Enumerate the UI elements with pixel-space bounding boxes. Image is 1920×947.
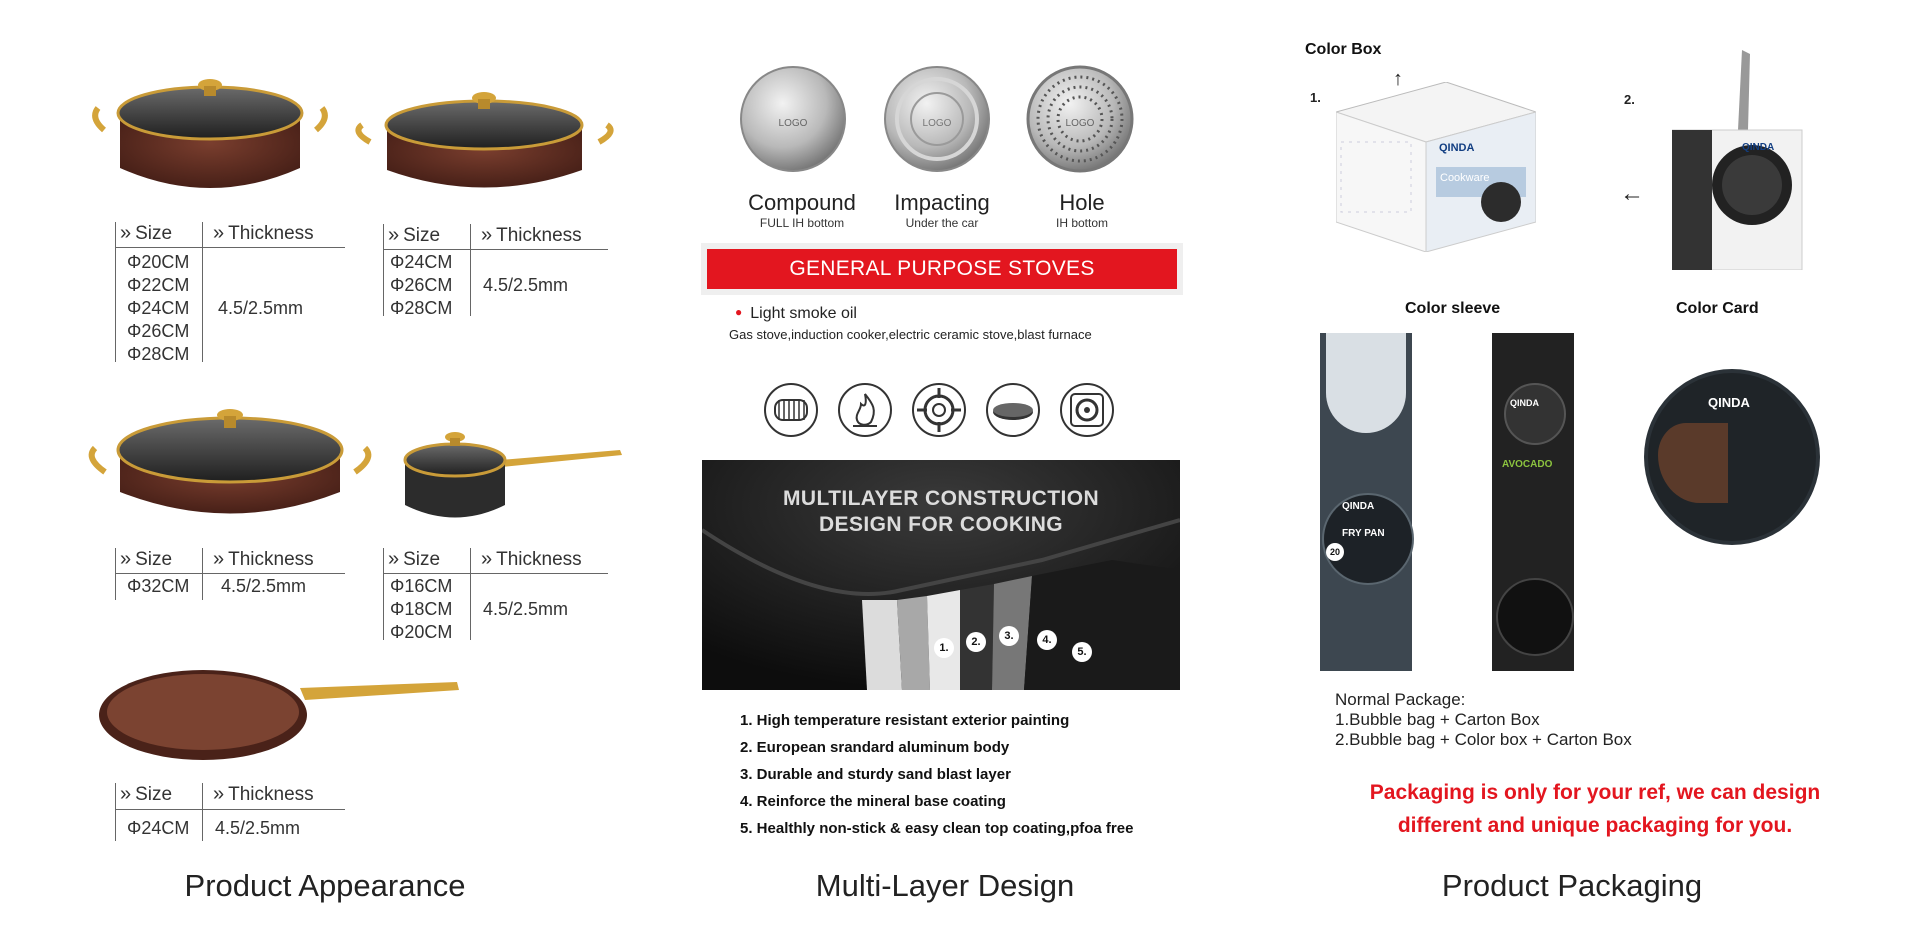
- thickness-value: 4.5/2.5mm: [218, 298, 304, 318]
- casserole-pot-image: [90, 68, 330, 208]
- size-value: Φ20CM: [390, 622, 453, 642]
- color-sleeve-image: [1320, 333, 1412, 671]
- color-card-image: [1648, 373, 1816, 541]
- thickness-header: Thickness: [228, 784, 314, 805]
- flame-icon: [837, 382, 893, 443]
- section-title-multilayer: Multi-Layer Design: [815, 868, 1075, 903]
- avocado-label: AVOCADO: [1502, 459, 1553, 470]
- layer-number: 1.: [934, 638, 954, 658]
- layer-number: 3.: [999, 626, 1019, 646]
- brand-label: QINDA: [1742, 142, 1775, 153]
- size-value: Φ26CM: [127, 321, 190, 341]
- size-value: Φ24CM: [390, 252, 453, 272]
- color-box-image: [1336, 82, 1536, 257]
- ceramic-plate-icon: [985, 382, 1041, 443]
- hob-ring-icon: [1059, 382, 1115, 443]
- size-badge: 20: [1326, 543, 1344, 561]
- bottom-name: Compound: [748, 190, 856, 215]
- multilayer-heading-line1: MULTILAYER CONSTRUCTION: [782, 487, 1100, 510]
- size-value: Φ18CM: [390, 599, 453, 619]
- thickness-header: Thickness: [228, 549, 314, 570]
- crepe-pan-image: [95, 660, 465, 770]
- gas-burner-icon: [911, 382, 967, 443]
- disc-logo: LOGO: [778, 118, 808, 129]
- hole-bottom-disc: [1025, 64, 1135, 179]
- bullet-icon: ●: [735, 305, 743, 319]
- box-sub-label: Cookware: [1440, 172, 1490, 184]
- feature-item: 2. European srandard aluminum body: [740, 739, 1010, 756]
- normal-package-option: 2.Bubble bag + Color box + Carton Box: [1335, 730, 1632, 749]
- size-header: Size: [403, 549, 441, 570]
- disc-logo: LOGO: [922, 118, 952, 129]
- thickness-value: 4.5/2.5mm: [215, 818, 301, 838]
- size-value: Φ32CM: [127, 576, 190, 596]
- light-smoke-text: Light smoke oil: [750, 305, 857, 322]
- size-value: Φ24CM: [127, 298, 190, 318]
- feature-item: 3. Durable and sturdy sand blast layer: [740, 766, 1011, 783]
- light-smoke-note: [735, 305, 857, 323]
- size-header: Size: [135, 784, 173, 805]
- color-card-pack-image: [1672, 50, 1812, 275]
- thickness-value: 4.5/2.5mm: [483, 599, 569, 619]
- arrow-up-icon: ↑: [1393, 68, 1403, 90]
- feature-list: [740, 712, 1133, 847]
- multilayer-heading-line2: DESIGN FOR COOKING: [818, 513, 1064, 536]
- normal-package-option: 1.Bubble bag + Carton Box: [1335, 710, 1540, 729]
- disc-logo: LOGO: [1065, 118, 1095, 129]
- size-header: Size: [135, 223, 173, 244]
- stoves-banner: GENERAL PURPOSE STOVES: [707, 249, 1177, 289]
- step-1-label: 1.: [1310, 90, 1321, 105]
- thickness-value: 4.5/2.5mm: [221, 576, 307, 596]
- feature-item: 1. High temperature resistant exterior painting: [740, 712, 1070, 729]
- bottom-sub: IH bottom: [1055, 216, 1109, 230]
- saucepan-image: [400, 425, 625, 525]
- brand-label: QINDA: [1342, 501, 1375, 512]
- thickness-header: Thickness: [228, 223, 314, 244]
- layer-number: 5.: [1072, 642, 1092, 662]
- size-header: Size: [403, 225, 441, 246]
- feature-item: 5. Healthly non-stick & easy clean top coating,pfoa free: [740, 820, 1134, 837]
- compound-bottom-disc: [738, 64, 848, 179]
- layer-number: 4.: [1037, 630, 1057, 650]
- color-card-title: Color Card: [1676, 300, 1759, 317]
- normal-package-title: Normal Package:: [1335, 690, 1466, 709]
- stove-types: Gas stove,induction cooker,electric ceramic stove,blast furnace: [729, 327, 1092, 342]
- size-header: Size: [135, 549, 173, 570]
- bottom-label-hole: [1007, 190, 1157, 230]
- color-sleeve-title: Color sleeve: [1405, 300, 1501, 317]
- size-value: Φ28CM: [390, 298, 453, 318]
- size-value: Φ20CM: [127, 252, 190, 272]
- thickness-header: Thickness: [496, 549, 582, 570]
- packaging-note-line1: Packaging is only for your ref, we can design: [1369, 781, 1821, 804]
- bottom-sub: FULL IH bottom: [759, 216, 845, 230]
- bottom-label-compound: [727, 190, 877, 230]
- size-value: Φ22CM: [127, 275, 190, 295]
- impacting-bottom-disc: [882, 64, 992, 179]
- casserole-pot-image: [352, 80, 617, 200]
- size-value: Φ24CM: [127, 818, 190, 838]
- brand-label: QINDA: [1708, 395, 1750, 410]
- section-title-packaging: Product Packaging: [1441, 868, 1703, 903]
- size-value: Φ28CM: [127, 344, 190, 364]
- layer-number: 2.: [966, 632, 986, 652]
- bottom-label-impacting: [867, 190, 1017, 230]
- brand-label: QINDA: [1510, 398, 1539, 408]
- thickness-value: 4.5/2.5mm: [483, 275, 569, 295]
- bottom-name: Hole: [1059, 190, 1105, 215]
- bottom-name: Impacting: [894, 190, 990, 215]
- step-2-label: 2.: [1624, 92, 1635, 107]
- brand-label: QINDA: [1439, 142, 1475, 154]
- arrow-left-icon: ←: [1620, 180, 1644, 207]
- wide-casserole-image: [85, 400, 375, 530]
- multilayer-pan-image: [702, 460, 1180, 690]
- section-title-appearance: Product Appearance: [184, 868, 466, 903]
- size-value: Φ26CM: [390, 275, 453, 295]
- color-box-title: Color Box: [1305, 41, 1382, 58]
- packaging-note: [1320, 776, 1870, 842]
- packaging-note-line2: different and unique packaging for you.: [1397, 814, 1793, 837]
- frypan-label: FRY PAN: [1342, 528, 1385, 539]
- thickness-header: Thickness: [496, 225, 582, 246]
- feature-item: 4. Reinforce the mineral base coating: [740, 793, 1006, 810]
- bottom-sub: Under the car: [905, 216, 979, 230]
- induction-coil-icon: [763, 382, 819, 443]
- normal-package: [1335, 690, 1632, 750]
- color-sleeve-image: [1492, 333, 1574, 671]
- size-value: Φ16CM: [390, 576, 453, 596]
